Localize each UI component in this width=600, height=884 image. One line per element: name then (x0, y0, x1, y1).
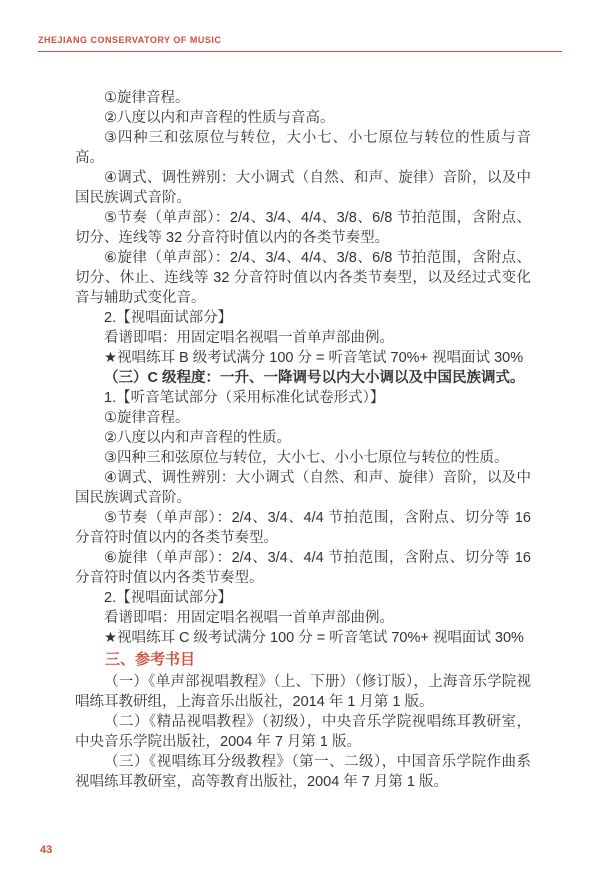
paragraph-sight-singing-desc: 看谱即唱：用固定唱名视唱一首单声部曲例。 (104, 330, 394, 346)
list-item-harmonic-interval: ②八度以内和声音程的性质与音高。 (104, 110, 335, 126)
paragraph-sight-singing-desc-c: 看谱即唱：用固定唱名视唱一首单声部曲例。 (104, 610, 394, 626)
list-item-tonality-c: ④调式、调性辨别：大小调式（自然、和声、旋律）音阶，以及中国民族调式音阶。 (75, 470, 531, 506)
reference-item-1: （一）《单声部视唱教程》（上、下册）（修订版），上海音乐学院视唱练耳教研组，上海音乐出版社，2014 年 1 月第 1 版。 (75, 674, 531, 710)
page-header (38, 34, 562, 60)
paragraph-grade-b-scoring: ★视唱练耳 B 级考试满分 100 分 = 听音笔试 70%+ 视唱面试 30% (104, 350, 524, 366)
list-item-chords: ③四种三和弦原位与转位，大小七、小七原位与转位的性质与音高。 (75, 130, 531, 166)
page-number: 43 (40, 844, 53, 856)
list-item-harmonic-interval-c: ②八度以内和声音程的性质。 (104, 430, 291, 446)
reference-item-2: （二）《精品视唱教程》（初级），中央音乐学院视唱练耳教研室，中央音乐学院出版社，2004 年 7 月第 1 版。 (75, 714, 531, 750)
subsection-heading-sight-singing-c: 2.【视唱面试部分】 (104, 590, 233, 606)
paragraph-grade-c-scoring: ★视唱练耳 C 级考试满分 100 分 = 听音笔试 70%+ 视唱面试 30% (104, 630, 524, 646)
document-body (75, 88, 531, 792)
section-heading-references: 三、参考书目 (105, 651, 196, 668)
list-item-rhythm-c: ⑤节奏（单声部）：2/4、3/4、4/4 节拍范围，含附点、切分等 16 分音符时值以内的各类节奏型。 (75, 510, 531, 546)
organization-name: ZHEJIANG CONSERVATORY OF MUSIC (38, 35, 222, 45)
list-item-melody: ⑥旋律（单声部）：2/4、3/4、4/4、3/8、6/8 节拍范围，含附点、切分、休止、连线等 32 分音符时值以内各类节奏型，以及经过式变化音与辅助式变化音。 (75, 250, 531, 306)
reference-item-3: （三）《视唱练耳分级教程》（第一、二级），中国音乐学院作曲系视唱练耳教研室，高等教育出版社，2004 年 7 月第 1 版。 (75, 754, 531, 790)
list-item-melodic-interval-c: ①旋律音程。 (104, 410, 190, 426)
list-item-melodic-interval: ①旋律音程。 (104, 90, 190, 106)
subsection-heading-written-test: 1.【听音笔试部分（采用标准化试卷形式）】 (104, 390, 385, 406)
list-item-melody-c: ⑥旋律（单声部）：2/4、3/4、4/4 节拍范围，含附点、切分等 16 分音符时值以内各类节奏型。 (75, 550, 531, 586)
subsection-heading-sight-singing: 2.【视唱面试部分】 (104, 310, 233, 326)
list-item-tonality: ④调式、调性辨别：大小调式（自然、和声、旋律）音阶，以及中国民族调式音阶。 (75, 170, 531, 206)
section-heading-grade-c: （三）C 级程度：一升、一降调号以内大小调以及中国民族调式。 (104, 370, 525, 386)
header-divider-rule (38, 51, 562, 52)
list-item-chords-c: ③四种三和弦原位与转位，大小七、小小七原位与转位的性质。 (104, 450, 509, 466)
list-item-rhythm: ⑤节奏（单声部）：2/4、3/4、4/4、3/8、6/8 节拍范围，含附点、切分、连线等 32 分音符时值以内的各类节奏型。 (75, 210, 531, 246)
